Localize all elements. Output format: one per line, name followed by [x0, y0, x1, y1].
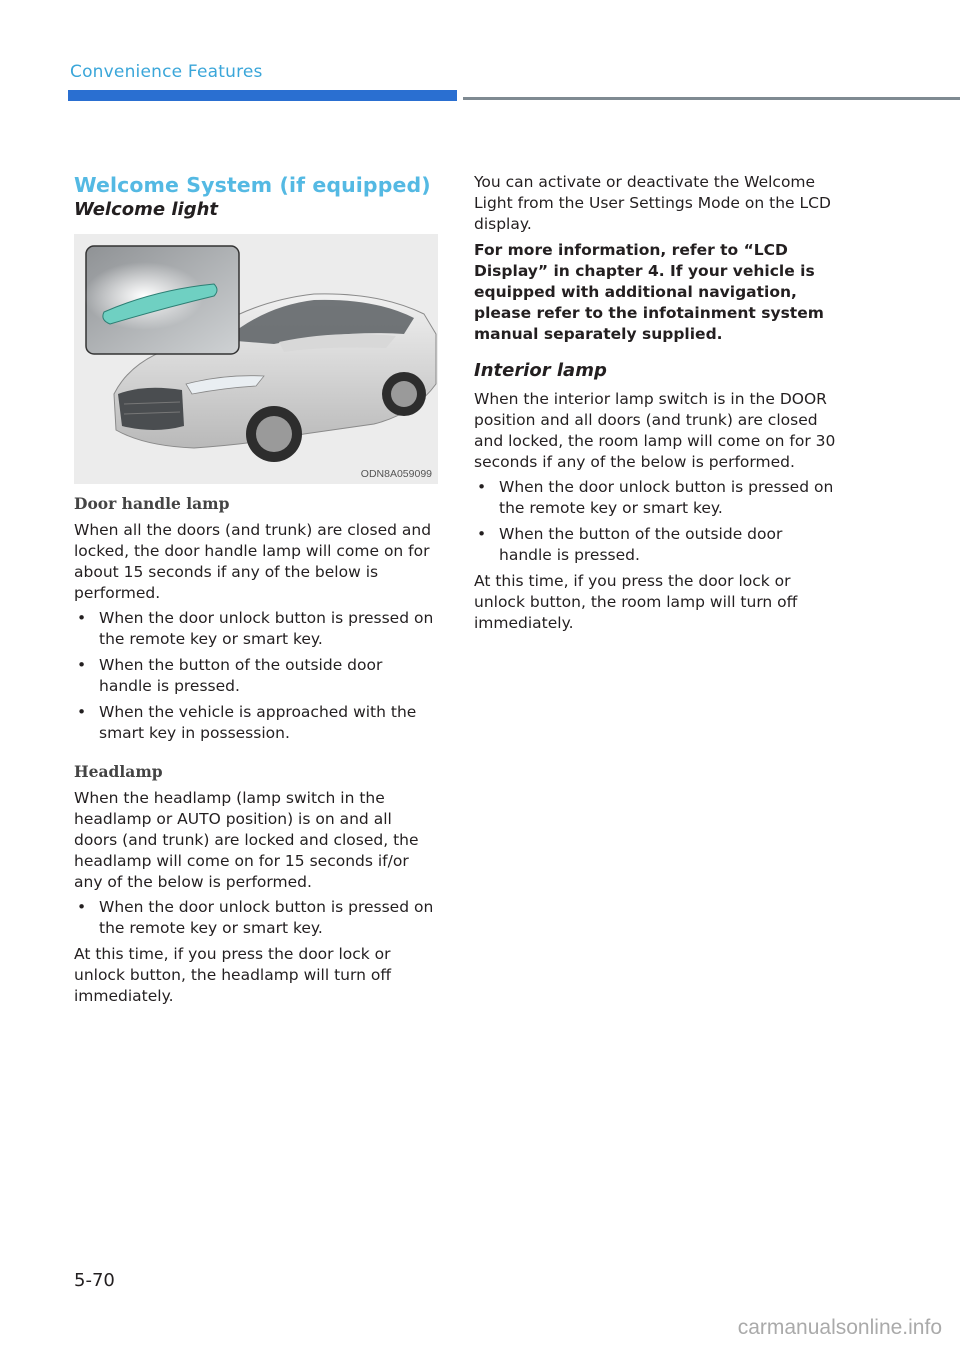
- header-accent-bar: [68, 90, 457, 101]
- welcome-light-intro: You can activate or deactivate the Welcome Light from the User Settings Mode on the LCD display.: [474, 173, 831, 233]
- left-column: [74, 172, 438, 1011]
- list-item: • When the vehicle is approached with the smart key in possession.: [74, 702, 438, 744]
- interior-lamp-list: [474, 477, 836, 566]
- section-title: Welcome System (if equipped): [74, 173, 431, 197]
- door-handle-list: [74, 608, 438, 744]
- headlamp-list: [74, 897, 438, 939]
- list-item: • When the door unlock button is pressed on the remote key or smart key.: [74, 897, 438, 939]
- interior-lamp-heading: Interior lamp: [474, 360, 607, 381]
- door-handle-intro: When all the doors (and trunk) are closed and locked, the door handle lamp will come on for about 15 seconds if any of the below is performed.: [74, 521, 432, 602]
- list-item: • When the button of the outside door handle is pressed.: [74, 655, 438, 697]
- headlamp-heading: Headlamp: [74, 762, 163, 781]
- subsection-title: Welcome light: [74, 199, 218, 220]
- door-handle-heading: Door handle lamp: [74, 494, 230, 513]
- chapter-title: Convenience Features: [70, 62, 263, 82]
- list-item: • When the button of the outside door handle is pressed.: [474, 524, 836, 566]
- watermark: carmanualsonline.info: [737, 1316, 942, 1339]
- headlamp-outro: At this time, if you press the door lock or unlock button, the headlamp will turn off immediately.: [74, 945, 392, 1005]
- interior-lamp-intro: When the interior lamp switch is in the DOOR position and all doors (and trunk) are closed and locked, the room lamp will come on for 30 seconds if any of the below is performed.: [474, 390, 836, 471]
- figure-code: ODN8A059099: [360, 468, 432, 480]
- header-divider: [463, 97, 960, 100]
- car-drawing: [74, 234, 438, 484]
- page-number: 5-70: [74, 1270, 115, 1291]
- right-column: [474, 172, 836, 638]
- car-illustration: [74, 234, 438, 484]
- list-item: • When the door unlock button is pressed on the remote key or smart key.: [74, 608, 438, 650]
- list-item: • When the door unlock button is pressed on the remote key or smart key.: [474, 477, 836, 519]
- info-note: For more information, refer to “LCD Display” in chapter 4. If your vehicle is equipped with additional navigation, please refer to the infotainment system manual separately supplied.: [474, 241, 824, 343]
- headlamp-intro: When the headlamp (lamp switch in the headlamp or AUTO position) is on and all doors (and trunk) are locked and closed, the headlamp will come on for 15 seconds if/or any of the below is performed.: [74, 789, 419, 891]
- interior-lamp-outro: At this time, if you press the door lock or unlock button, the room lamp will turn off immediately.: [474, 572, 798, 632]
